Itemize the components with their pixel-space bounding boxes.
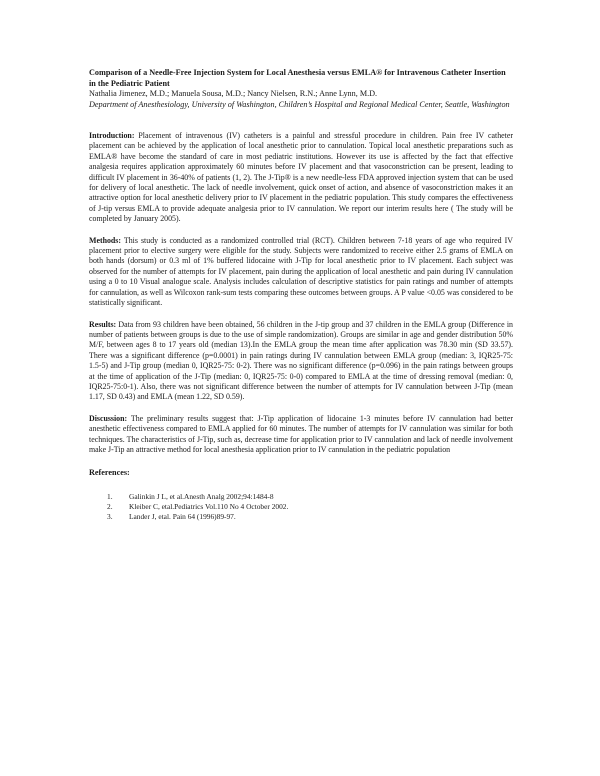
discussion-text: The preliminary results suggest that: J-Tip application of lidocaine 1-3 minutes before IV cannulation had better anesthetic effectiveness compared to EMLA applied for 60 minutes. The number of attempts for IV cannulation was similar for both techniques. The characteristics of J-Tip, such as, decrease time for application prior to IV cannulation and lack of needle involvement make J-Tip an attractive method for local anesthesia application prior to IV cannulation in the pediatric population bbox=[89, 413, 513, 454]
reference-text: Galinkin J L, et al.Anesth Analg 2002;94:1484-8 bbox=[129, 491, 274, 501]
reference-item bbox=[89, 502, 513, 512]
author-list: Nathalia Jimenez, M.D.; Manuela Sousa, M.D.; Nancy Nielsen, R.N.; Anne Lynn, M.D. bbox=[89, 89, 378, 98]
abstract-body bbox=[89, 68, 513, 522]
reference-text: Lander J, etal. Pain 64 (1996)89-97. bbox=[129, 512, 236, 522]
methods-heading: Methods: bbox=[89, 235, 121, 245]
discussion-section bbox=[89, 414, 513, 456]
reference-number: 2. bbox=[107, 502, 113, 512]
methods-section bbox=[89, 236, 513, 309]
results-section bbox=[89, 320, 513, 403]
introduction-section bbox=[89, 131, 513, 225]
introduction-heading: Introduction: bbox=[89, 131, 135, 140]
references-heading: References: bbox=[89, 468, 130, 478]
reference-number: 3. bbox=[107, 512, 113, 522]
results-text: Data from 93 children have been obtained, 56 children in the J-tip group and 37 children in the EMLA group (Difference in number of patients between groups is due to the use of simple randomization). Groups are similar in age and gender distribution 50% M/F, between ages 8 to 17 years old (median 13).In the EMLA group the mean time after application was 78.30 min (SD 33.57). There was a significant difference (p=0.0001) in pain ratings during IV cannulation between EMLA group (median: 3, IQR25-75: 1.5-5) and J-Tip group (median 0, IQR25-75: 0-2). There was no significant difference (p=0.096) in the pain ratings between groups at the time of application of the J-Tip (median: 0, IQR25-75: 0-0) compared to EMLA at the time of dressing removal (median: 0, IQR25-75:0-1). Also, there was not significant difference between the number of attempts for IV cannulation between J-Tip (mean 1.17, SD 0.43) and EMLA (mean 1.22, SD 0.59). bbox=[89, 319, 513, 402]
affiliation: Department of Anesthesiology, University of Washington, Children’s Hospital and Regional Medical Center, Seattle, Washington bbox=[89, 99, 510, 109]
reference-text: Kleiber C, etal.Pediatrics Vol.110 No 4 October 2002. bbox=[129, 502, 289, 512]
introduction-text: Placement of intravenous (IV) catheters is a painful and stressful procedure in children. Pain free IV catheter placement can be achieved by the application of local anesthetic prior to cannulation. Topical local anesthetic preparations such as EMLA® have become the standard of care in most pediatric institutions. However its use is affected by the fact that effective analgesia requires application approximately 60 minutes before IV placement and that vasoconstriction can be present, leading to difficult IV placement in 36-40% of patients (1, 2). The J-Tip® is a new needle-less FDA approved injection system that can be used for delivery of local anesthetic. The lack of needle involvement, quick onset of action, and absence of vasoconstriction makes it an attractive option for local anesthetic delivery prior to IV placement in the pediatric population. This study compares the effectiveness of J-tip versus EMLA to provide adequate analgesia prior to IV cannulation. We report our interim results here ( The study will be completed by January 2005). bbox=[89, 131, 513, 224]
paper-title: Comparison of a Needle-Free Injection System for Local Anesthesia versus EMLA® for Intravenous Catheter Insertion in the Pediatric Patient bbox=[89, 68, 506, 88]
results-heading: Results: bbox=[89, 319, 117, 329]
discussion-heading: Discussion: bbox=[89, 413, 128, 423]
reference-item bbox=[89, 512, 513, 522]
reference-list bbox=[89, 492, 513, 523]
reference-number: 1. bbox=[107, 491, 113, 501]
methods-text: This study is conducted as a randomized controlled trial (RCT). Children between 7-18 years of age who required IV placement prior to elective surgery were eligible for the study. Subjects were randomized to receive either 2.5 grams of EMLA on both hands (dorsum) or 0.3 ml of 1% buffered lidocaine with J-Tip for local anesthetic prior to IV placement. Each subject was observed for the number of attempts for IV placement, pain during the application of local anesthetic and pain during IV cannulation using a 0 to 10 Visual analogue scale. Analysis includes calculation of descriptive statistics for pain ratings and number of attempts for cannulation, as well as Wilcoxon rank-sum tests comparing these outcomes between groups. A P value <0.05 was considered to be statistically significant. bbox=[89, 235, 513, 308]
reference-item bbox=[89, 492, 513, 502]
